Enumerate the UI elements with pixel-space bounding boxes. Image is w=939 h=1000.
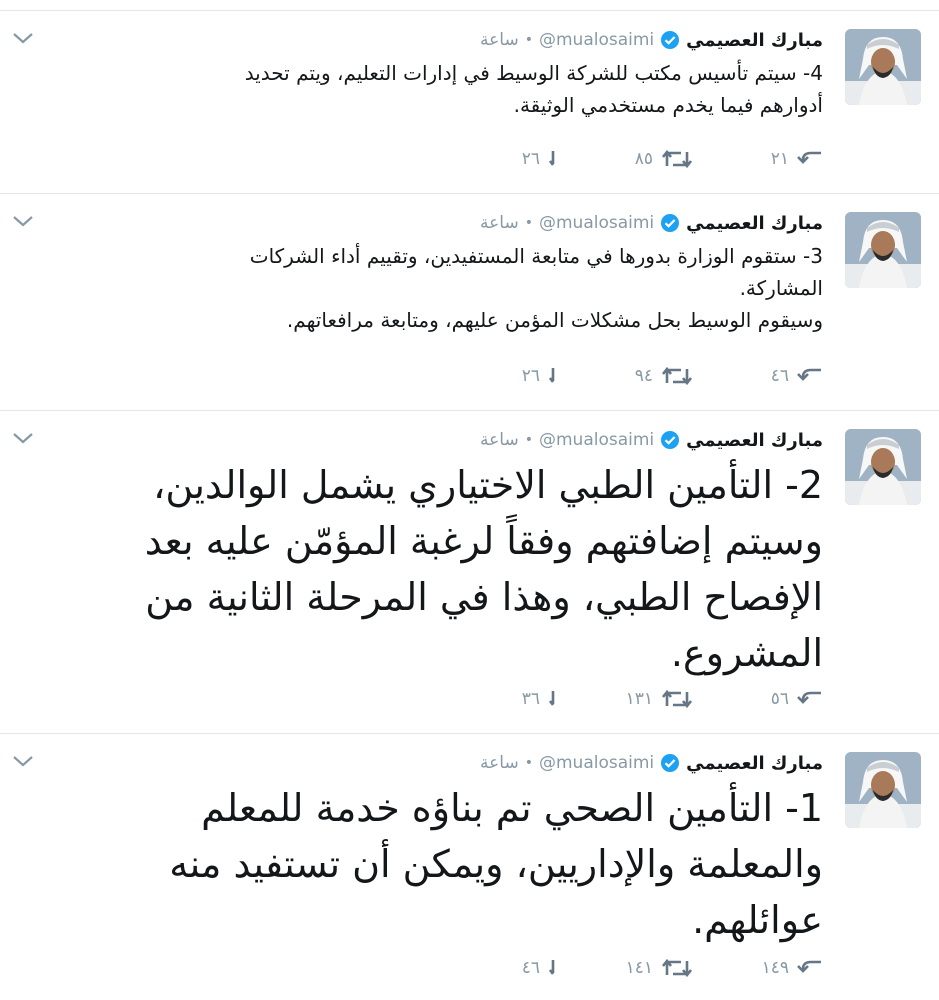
separator: •: [524, 432, 533, 448]
like-button[interactable]: [448, 689, 558, 709]
tweet-item[interactable]: [0, 733, 939, 1000]
reply-button[interactable]: [693, 149, 823, 169]
like-button[interactable]: [448, 366, 558, 386]
retweet-icon: [661, 365, 693, 387]
like-icon: [548, 366, 558, 386]
tweet-text: 3- ستقوم الوزارة بدورها في متابعة المستفيدين، وتقييم أداء الشركات المشاركة. وسيقوم الوسيط بحل مشكلات المؤمن عليهم، ومتابعة مرافعاتهم.: [249, 244, 823, 332]
tweet-timestamp[interactable]: ساعة: [480, 213, 519, 233]
verified-badge-icon: [660, 213, 680, 233]
tweet-header: [70, 425, 823, 455]
tweet-content: [70, 748, 823, 948]
retweet-icon: [661, 148, 693, 170]
tweet-header: [70, 748, 823, 778]
like-button[interactable]: [448, 149, 558, 169]
chevron-down-icon[interactable]: [10, 212, 36, 230]
tweet-content: [70, 208, 823, 336]
separator: •: [524, 755, 533, 771]
reply-button[interactable]: [693, 366, 823, 386]
tweet-timestamp[interactable]: ساعة: [480, 753, 519, 773]
tweet-actions: [448, 361, 823, 391]
separator: •: [524, 32, 533, 48]
reply-icon: [797, 689, 823, 709]
like-count: ٤٦: [521, 958, 540, 978]
tweet-item[interactable]: [0, 193, 939, 410]
tweet-content: [70, 425, 823, 681]
reply-button[interactable]: [693, 689, 823, 709]
chevron-down-icon[interactable]: [10, 429, 36, 447]
retweet-button[interactable]: [558, 148, 693, 170]
avatar[interactable]: [845, 212, 921, 288]
retweet-count: ٨٥: [634, 149, 653, 169]
verified-badge-icon: [660, 430, 680, 450]
verified-badge-icon: [660, 753, 680, 773]
reply-count: ١٤٩: [761, 958, 789, 978]
like-icon: [548, 689, 558, 709]
reply-icon: [797, 149, 823, 169]
tweet-text: 4- سيتم تأسيس مكتب للشركة الوسيط في إدارات التعليم، ويتم تحديد أدوارهم فيما يخدم مستخدمي الوثيقة.: [244, 61, 823, 117]
tweet-actions: [448, 144, 823, 174]
like-count: ٣٦: [521, 689, 540, 709]
reply-count: ٤٦: [770, 366, 789, 386]
verified-badge-icon: [660, 30, 680, 50]
tweet-header: [70, 25, 823, 55]
reply-count: ٥٦: [770, 689, 789, 709]
tweet-header: [70, 208, 823, 238]
retweet-count: ١٤١: [625, 958, 653, 978]
tweet-timestamp[interactable]: ساعة: [480, 430, 519, 450]
retweet-icon: [661, 688, 693, 710]
reply-icon: [797, 366, 823, 386]
retweet-button[interactable]: [558, 957, 693, 979]
tweet-item[interactable]: [0, 10, 939, 193]
retweet-button[interactable]: [558, 688, 693, 710]
retweet-count: ٩٤: [634, 366, 653, 386]
avatar[interactable]: [845, 29, 921, 105]
retweet-count: ١٣١: [625, 689, 653, 709]
tweet-text: 1- التأمين الصحي تم بناؤه خدمة للمعلم والمعلمة والإداريين، ويمكن أن تستفيد منه عوائلهم.: [169, 786, 823, 942]
author-username[interactable]: @mualosaimi: [539, 430, 655, 450]
separator: •: [524, 215, 533, 231]
avatar[interactable]: [845, 752, 921, 828]
author-username[interactable]: @mualosaimi: [539, 30, 655, 50]
author-name[interactable]: مبارك العصيمي: [686, 212, 823, 234]
like-icon: [548, 958, 558, 978]
like-count: ٢٦: [521, 149, 540, 169]
author-username[interactable]: @mualosaimi: [539, 213, 655, 233]
reply-button[interactable]: [693, 958, 823, 978]
retweet-button[interactable]: [558, 365, 693, 387]
avatar[interactable]: [845, 429, 921, 505]
chevron-down-icon[interactable]: [10, 752, 36, 770]
author-username[interactable]: @mualosaimi: [539, 753, 655, 773]
tweet-item[interactable]: [0, 410, 939, 733]
author-name[interactable]: مبارك العصيمي: [686, 429, 823, 451]
retweet-icon: [661, 957, 693, 979]
author-name[interactable]: مبارك العصيمي: [686, 752, 823, 774]
like-count: ٢٦: [521, 366, 540, 386]
reply-icon: [797, 958, 823, 978]
tweet-timestamp[interactable]: ساعة: [480, 30, 519, 50]
author-name[interactable]: مبارك العصيمي: [686, 29, 823, 51]
reply-count: ٢١: [770, 149, 789, 169]
tweet-text: 2- التأمين الطبي الاختياري يشمل الوالدين، وسيتم إضافتهم وفقاً لرغبة المؤمّن عليه بعد الإفصاح الطبي، وهذا في المرحلة الثانية من المشروع.: [144, 463, 823, 675]
tweet-content: [70, 25, 823, 121]
tweet-actions: [448, 953, 823, 983]
like-button[interactable]: [448, 958, 558, 978]
chevron-down-icon[interactable]: [10, 29, 36, 47]
tweet-actions: [448, 684, 823, 714]
like-icon: [548, 149, 558, 169]
